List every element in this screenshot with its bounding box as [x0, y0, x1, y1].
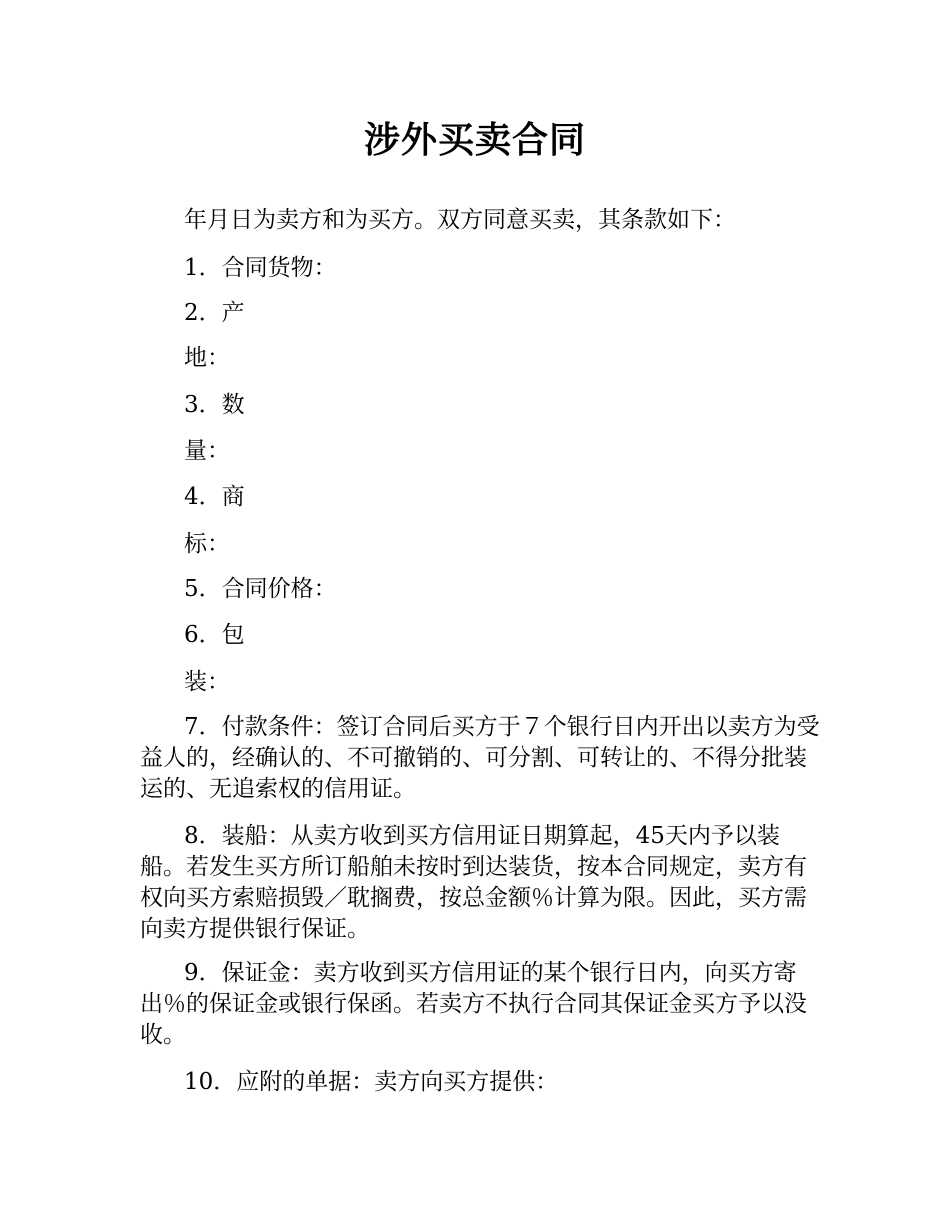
- item-origin-label: 地：: [184, 345, 230, 371]
- item-trademark-number: 4．商: [184, 484, 245, 510]
- item-packing-label: 装：: [184, 669, 230, 695]
- item-quantity-label: 量：: [184, 438, 230, 464]
- document-title: 涉外买卖合同: [363, 120, 586, 161]
- contract-intro: 年月日为卖方和为买方。双方同意买卖，其条款如下：: [184, 207, 736, 233]
- clause-shipment: 8．装船：从卖方收到买方信用证日期算起，45天内予以装船。若发生买方所订船舶未按时到达装货，按本合同规定，卖方有权向买方索赔损毁／耽搁费，按总金额％计算为限。因此，买方需向卖方提供银行保证。: [140, 823, 807, 942]
- clause-payment-terms: 7．付款条件：签订合同后买方于７个银行日内开出以卖方为受益人的，经确认的、不可撤销的、可分割、可转让的、不得分批装运的、无追索权的信用证。: [140, 714, 820, 802]
- item-price: 5．合同价格：: [184, 576, 337, 602]
- item-trademark-label: 标：: [184, 531, 230, 557]
- item-origin-number: 2．产: [184, 300, 245, 326]
- item-goods: 1．合同货物：: [184, 255, 337, 281]
- clause-deposit: 9．保证金：卖方收到买方信用证的某个银行日内，向买方寄出％的保证金或银行保函。若卖方不执行合同其保证金买方予以没收。: [140, 960, 807, 1048]
- item-packing-number: 6．包: [184, 622, 245, 648]
- clause-documents: 10．应附的单据：卖方向买方提供：: [184, 1069, 559, 1095]
- item-quantity-number: 3．数: [184, 392, 245, 418]
